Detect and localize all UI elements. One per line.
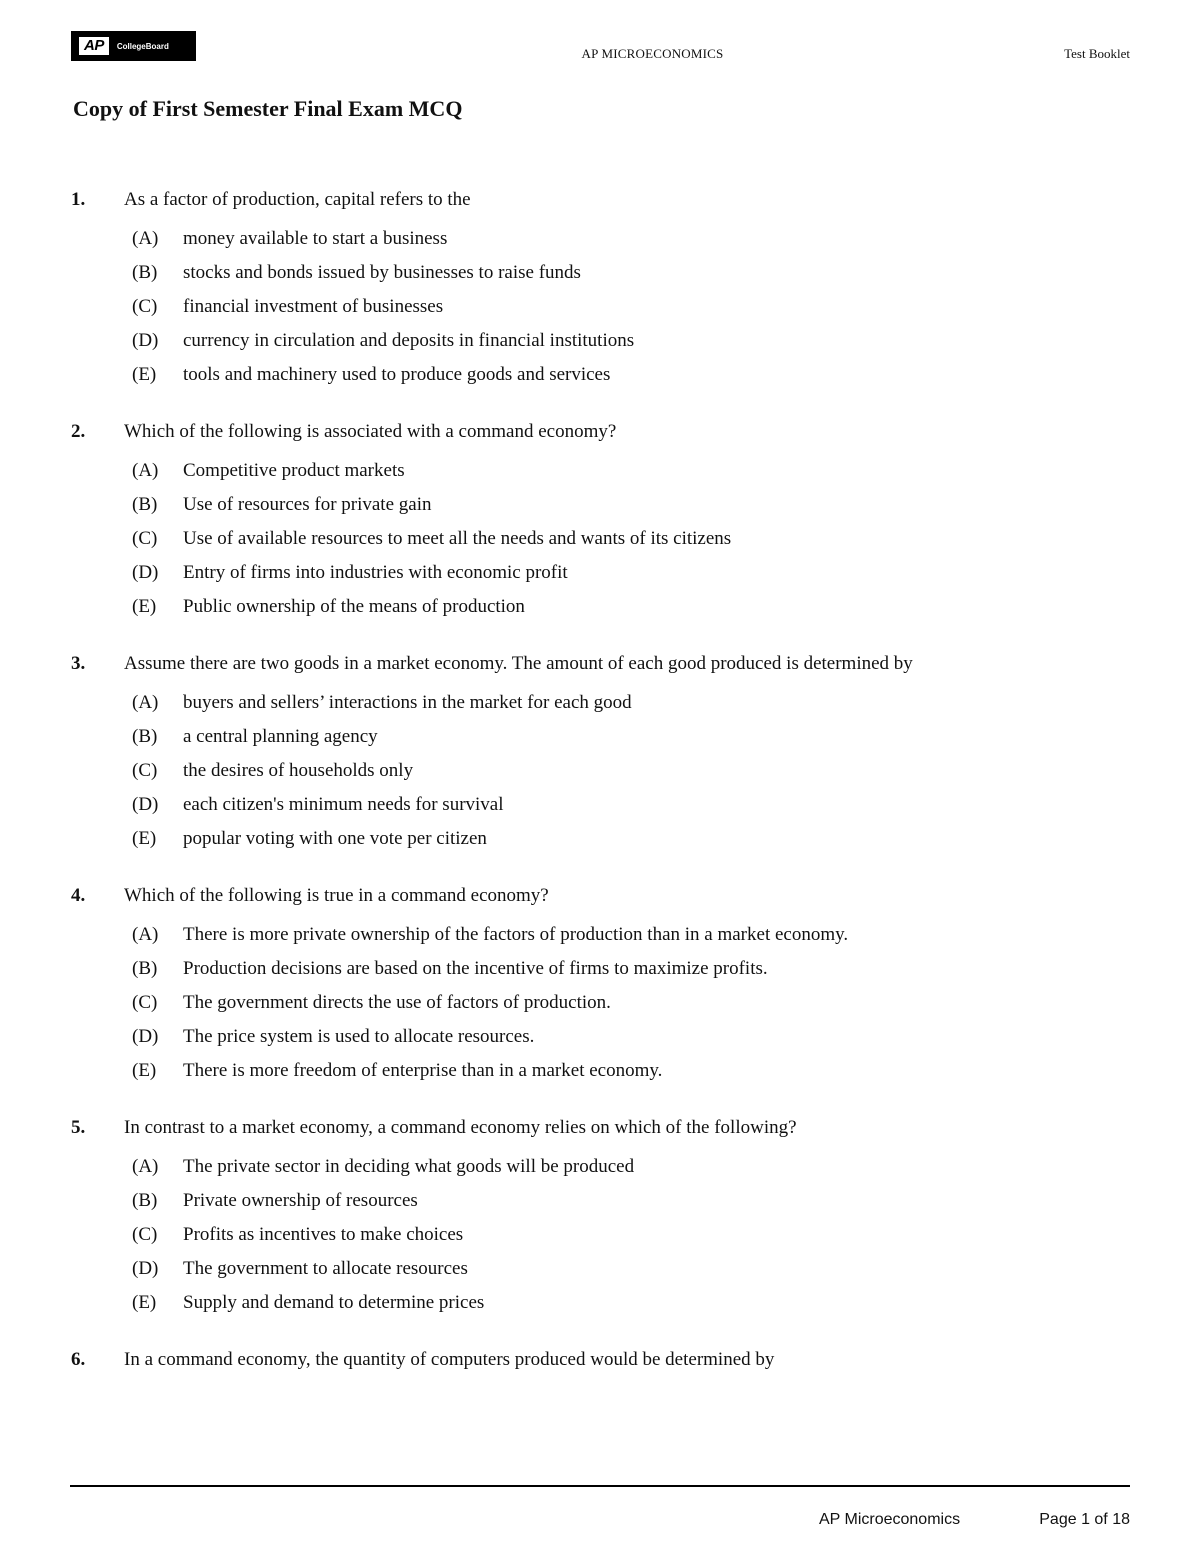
choice-letter: (A) bbox=[132, 692, 159, 713]
answer-choice bbox=[0, 720, 1200, 754]
answer-choice bbox=[0, 686, 1200, 720]
choice-letter: (C) bbox=[132, 992, 158, 1013]
footer-divider bbox=[70, 1485, 1130, 1487]
answer-choice bbox=[0, 290, 1200, 324]
choice-text: buyers and sellers’ interactions in the market for each good bbox=[183, 692, 632, 713]
choice-letter: (E) bbox=[132, 596, 157, 617]
header-booklet-label: Test Booklet bbox=[1064, 46, 1130, 61]
answer-choices bbox=[0, 454, 1200, 624]
choice-text: Production decisions are based on the incentive of firms to maximize profits. bbox=[183, 958, 768, 979]
choice-letter: (E) bbox=[132, 828, 157, 849]
choice-letter: (A) bbox=[132, 228, 159, 249]
answer-choice bbox=[0, 1218, 1200, 1252]
choice-text: currency in circulation and deposits in financial institutions bbox=[183, 330, 635, 351]
answer-choice bbox=[0, 1252, 1200, 1286]
choice-text: The price system is used to allocate resources. bbox=[183, 1026, 535, 1047]
answer-choice bbox=[0, 822, 1200, 856]
choice-text: popular voting with one vote per citizen bbox=[183, 828, 487, 849]
choice-letter: (B) bbox=[132, 726, 158, 747]
question-text: In a command economy, the quantity of computers produced would be determined by bbox=[124, 1349, 775, 1370]
question-number: 2. bbox=[71, 421, 86, 442]
question-item bbox=[0, 1114, 1200, 1320]
answer-choice bbox=[0, 488, 1200, 522]
choice-text: financial investment of businesses bbox=[183, 296, 444, 317]
answer-choice bbox=[0, 256, 1200, 290]
question-text: Which of the following is true in a command economy? bbox=[124, 885, 549, 906]
answer-choice bbox=[0, 788, 1200, 822]
question-number: 1. bbox=[71, 189, 86, 210]
answer-choice bbox=[0, 918, 1200, 952]
choice-letter: (E) bbox=[132, 364, 157, 385]
collegeboard-logo-text: CollegeBoard bbox=[116, 41, 169, 51]
choice-text: Entry of firms into industries with economic profit bbox=[183, 562, 568, 583]
answer-choice bbox=[0, 222, 1200, 256]
question-item bbox=[0, 418, 1200, 624]
answer-choices bbox=[0, 1150, 1200, 1320]
choice-text: stocks and bonds issued by businesses to raise funds bbox=[183, 262, 581, 283]
answer-choices bbox=[0, 686, 1200, 856]
answer-choice bbox=[0, 1020, 1200, 1054]
answer-choice bbox=[0, 754, 1200, 788]
question-number: 6. bbox=[71, 1349, 86, 1370]
choice-letter: (A) bbox=[132, 1156, 159, 1177]
answer-choice bbox=[0, 1054, 1200, 1088]
page-title: Copy of First Semester Final Exam MCQ bbox=[73, 96, 463, 121]
question-number: 3. bbox=[71, 653, 86, 674]
answer-choice bbox=[0, 522, 1200, 556]
choice-letter: (C) bbox=[132, 1224, 158, 1245]
choice-letter: (B) bbox=[132, 958, 158, 979]
answer-choice bbox=[0, 1184, 1200, 1218]
question-item bbox=[0, 186, 1200, 392]
choice-letter: (D) bbox=[132, 1026, 159, 1047]
question-stem bbox=[0, 418, 1200, 446]
question-stem bbox=[0, 650, 1200, 678]
question-text: In contrast to a market economy, a command economy relies on which of the following? bbox=[124, 1117, 797, 1138]
choice-text: There is more freedom of enterprise than in a market economy. bbox=[183, 1060, 663, 1081]
choice-text: Private ownership of resources bbox=[183, 1190, 418, 1211]
question-text: Assume there are two goods in a market economy. The amount of each good produced is determined by bbox=[124, 653, 913, 674]
question-list bbox=[0, 186, 1200, 1400]
answer-choice bbox=[0, 324, 1200, 358]
choice-text: each citizen's minimum needs for survival bbox=[183, 794, 504, 815]
choice-letter: (E) bbox=[132, 1060, 157, 1081]
question-item bbox=[0, 882, 1200, 1088]
choice-letter: (B) bbox=[132, 494, 158, 515]
answer-choices bbox=[0, 222, 1200, 392]
question-stem bbox=[0, 882, 1200, 910]
answer-choice bbox=[0, 590, 1200, 624]
choice-text: a central planning agency bbox=[183, 726, 378, 747]
ap-logo-mark: AP bbox=[79, 37, 109, 55]
choice-text: Use of available resources to meet all the needs and wants of its citizens bbox=[183, 528, 732, 549]
answer-choices bbox=[0, 918, 1200, 1088]
choice-text: Public ownership of the means of production bbox=[183, 596, 525, 617]
question-number: 4. bbox=[71, 885, 86, 906]
question-stem bbox=[0, 1346, 1200, 1374]
choice-text: Use of resources for private gain bbox=[183, 494, 432, 515]
choice-text: money available to start a business bbox=[183, 228, 448, 249]
choice-text: The government to allocate resources bbox=[183, 1258, 468, 1279]
choice-text: Profits as incentives to make choices bbox=[183, 1224, 464, 1245]
answer-choice bbox=[0, 952, 1200, 986]
choice-text: Competitive product markets bbox=[183, 460, 405, 481]
question-text: As a factor of production, capital refers to the bbox=[124, 189, 471, 210]
answer-choice bbox=[0, 1150, 1200, 1184]
choice-letter: (C) bbox=[132, 760, 158, 781]
choice-letter: (D) bbox=[132, 1258, 159, 1279]
question-text: Which of the following is associated with a command economy? bbox=[124, 421, 617, 442]
choice-text: The government directs the use of factors of production. bbox=[183, 992, 611, 1013]
choice-letter: (B) bbox=[132, 262, 158, 283]
footer-subject: AP Microeconomics bbox=[819, 1511, 961, 1528]
choice-text: the desires of households only bbox=[183, 760, 414, 781]
choice-letter: (D) bbox=[132, 794, 159, 815]
header-subject: AP MICROECONOMICS bbox=[581, 46, 724, 61]
choice-text: There is more private ownership of the factors of production than in a market economy. bbox=[183, 924, 849, 945]
choice-letter: (E) bbox=[132, 1292, 157, 1313]
question-number: 5. bbox=[71, 1117, 86, 1138]
choice-letter: (B) bbox=[132, 1190, 158, 1211]
answer-choice bbox=[0, 358, 1200, 392]
choice-letter: (C) bbox=[132, 296, 158, 317]
choice-text: Supply and demand to determine prices bbox=[183, 1292, 485, 1313]
answer-choice bbox=[0, 556, 1200, 590]
answer-choice bbox=[0, 986, 1200, 1020]
choice-letter: (C) bbox=[132, 528, 158, 549]
question-stem bbox=[0, 186, 1200, 214]
choice-letter: (A) bbox=[132, 460, 159, 481]
choice-letter: (D) bbox=[132, 330, 159, 351]
question-item bbox=[0, 1346, 1200, 1374]
question-stem bbox=[0, 1114, 1200, 1142]
choice-text: tools and machinery used to produce goods and services bbox=[183, 364, 611, 385]
choice-letter: (A) bbox=[132, 924, 159, 945]
choice-letter: (D) bbox=[132, 562, 159, 583]
footer-page-number: Page 1 of 18 bbox=[1039, 1511, 1130, 1528]
question-item bbox=[0, 650, 1200, 856]
answer-choice bbox=[0, 454, 1200, 488]
choice-text: The private sector in deciding what goods will be produced bbox=[183, 1156, 635, 1177]
answer-choice bbox=[0, 1286, 1200, 1320]
